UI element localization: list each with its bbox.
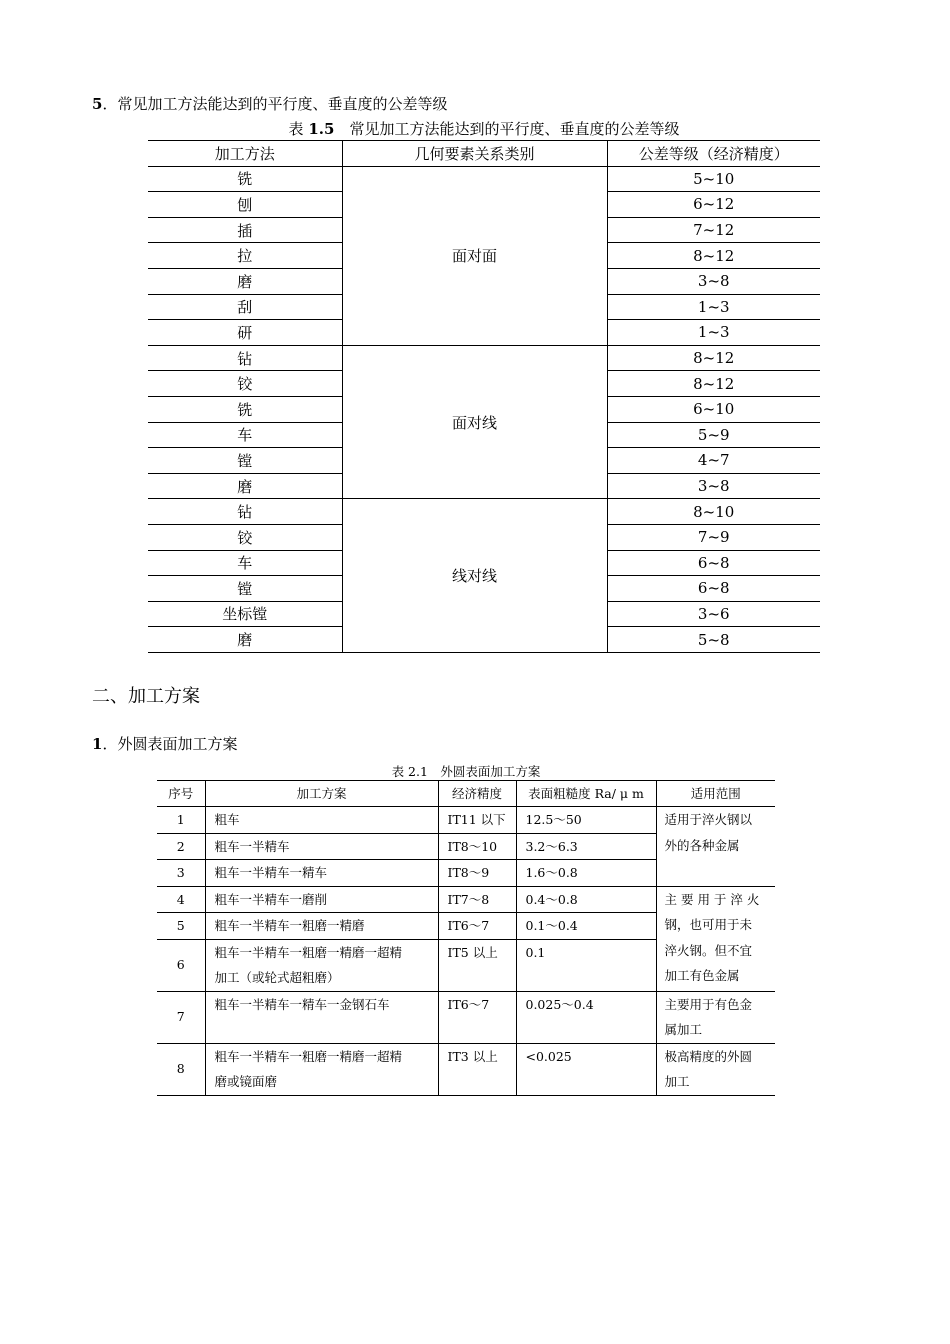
caption-number: 1.5 (308, 120, 335, 138)
table-1-5-caption (148, 118, 820, 139)
precision-cell: IT8～9 (438, 860, 516, 887)
plan-cell (205, 1043, 438, 1095)
scope-cell (656, 886, 775, 991)
method-cell: 镗 (148, 576, 342, 602)
plan-cell (205, 991, 438, 1043)
grade-cell: 7~9 (607, 524, 820, 550)
method-cell: 磨 (148, 268, 342, 294)
scope-cell (656, 991, 775, 1043)
method-cell: 车 (148, 550, 342, 576)
plan-line: 粗车一半精车 (214, 838, 290, 854)
plan-line: 粗车一半精车一粗磨一精磨一超精 (214, 944, 403, 960)
section-two-heading: 二、加工方案 (92, 686, 200, 707)
method-cell: 镗 (148, 448, 342, 474)
method-cell: 钻 (148, 499, 342, 525)
roughness-cell: <0.025 (516, 1043, 656, 1095)
header-plan: 加工方案 (205, 781, 438, 807)
index-cell: 5 (157, 913, 205, 940)
category-cell: 面对面 (342, 166, 607, 345)
table-row (148, 345, 820, 371)
scope-cell (656, 1043, 775, 1095)
tolerance-grade-table (148, 140, 820, 653)
scope-line: 主要用于有色金 (664, 996, 753, 1012)
grade-cell: 6~8 (607, 576, 820, 602)
header-precision: 经济精度 (438, 781, 516, 807)
header-index: 序号 (157, 781, 205, 807)
grade-cell: 6~12 (607, 192, 820, 218)
method-cell: 拉 (148, 243, 342, 269)
section-5-title: ．常见加工方法能达到的平行度、垂直度的公差等级 (102, 95, 448, 113)
method-cell: 铣 (148, 166, 342, 192)
index-cell: 7 (157, 991, 205, 1043)
scope-line: 适用于淬火钢以 (664, 812, 753, 827)
plan-cell (205, 860, 438, 887)
section-5-number: 5 (92, 95, 103, 113)
turning-plan-table (157, 780, 775, 1096)
table-header-row (148, 141, 820, 167)
roughness-cell: 0.025～0.4 (516, 991, 656, 1043)
scope-line: 主 要 用 于 淬 火 (664, 891, 760, 907)
index-cell: 4 (157, 886, 205, 913)
grade-cell: 5~8 (607, 627, 820, 653)
plan-cell (205, 833, 438, 860)
method-cell: 磨 (148, 627, 342, 653)
scope-line: 淬火钢。但不宜 (664, 942, 753, 958)
grade-cell: 8~12 (607, 371, 820, 397)
method-cell: 车 (148, 422, 342, 448)
caption-prefix: 表 (288, 120, 309, 138)
header-roughness: 表面粗糙度 Ra/ μ m (516, 781, 656, 807)
scope-cell (656, 807, 775, 887)
roughness-cell: 0.1 (516, 939, 656, 991)
caption-title: 常见加工方法能达到的平行度、垂直度的公差等级 (334, 120, 680, 138)
header-method: 加工方法 (148, 141, 342, 167)
plan-cell (205, 913, 438, 940)
method-cell: 铣 (148, 396, 342, 422)
precision-cell: IT8～10 (438, 833, 516, 860)
precision-cell: IT3 以上 (438, 1043, 516, 1095)
grade-cell: 5~9 (607, 422, 820, 448)
method-cell: 钻 (148, 345, 342, 371)
header-scope: 适用范围 (656, 781, 775, 807)
grade-cell: 3~8 (607, 268, 820, 294)
index-cell: 1 (157, 807, 205, 834)
method-cell: 铰 (148, 371, 342, 397)
grade-cell: 8~12 (607, 345, 820, 371)
grade-cell: 8~12 (607, 243, 820, 269)
section-5-heading (92, 93, 447, 114)
method-cell: 铰 (148, 524, 342, 550)
table-row (157, 991, 775, 1043)
roughness-cell: 12.5～50 (516, 807, 656, 834)
precision-cell: IT5 以上 (438, 939, 516, 991)
table-row (157, 1043, 775, 1095)
scope-line: 属加工 (664, 1022, 703, 1037)
method-cell: 坐标镗 (148, 601, 342, 627)
roughness-cell: 3.2～6.3 (516, 833, 656, 860)
scope-line: 极高精度的外圆 (664, 1048, 753, 1064)
roughness-cell: 0.4～0.8 (516, 886, 656, 913)
plan-line: 粗车一半精车一磨削 (214, 891, 328, 907)
scope-line: 加工有色金属 (664, 968, 740, 983)
header-category: 几何要素关系类别 (342, 141, 607, 167)
index-cell: 8 (157, 1043, 205, 1095)
grade-cell: 5~10 (607, 166, 820, 192)
precision-cell: IT6～7 (438, 913, 516, 940)
plan-cell (205, 939, 438, 991)
scope-line: 钢，也可用于未 (664, 917, 753, 932)
grade-cell: 7~12 (607, 217, 820, 243)
grade-cell: 8~10 (607, 499, 820, 525)
method-cell: 磨 (148, 473, 342, 499)
plan-cell (205, 886, 438, 913)
table-row (148, 166, 820, 192)
scope-line: 加工 (664, 1074, 690, 1089)
header-grade: 公差等级（经济精度） (607, 141, 820, 167)
grade-cell: 4~7 (607, 448, 820, 474)
scope-line: 外的各种金属 (664, 837, 740, 853)
plan-line (215, 1017, 432, 1043)
roughness-cell: 0.1～0.4 (516, 913, 656, 940)
table-row (148, 499, 820, 525)
section-1-heading (92, 733, 237, 754)
grade-cell: 1~3 (607, 320, 820, 346)
precision-cell: IT6～7 (438, 991, 516, 1043)
plan-line: 粗车一半精车一粗磨一精磨 (214, 918, 365, 933)
precision-cell: IT11 以下 (438, 807, 516, 834)
table-row (157, 807, 775, 834)
method-cell: 插 (148, 217, 342, 243)
precision-cell: IT7～8 (438, 886, 516, 913)
grade-cell: 6~10 (607, 396, 820, 422)
category-cell: 线对线 (342, 499, 607, 653)
grade-cell: 6~8 (607, 550, 820, 576)
method-cell: 刨 (148, 192, 342, 218)
plan-cell (205, 807, 438, 834)
grade-cell: 3~8 (607, 473, 820, 499)
plan-line: 粗车一半精车一精车 (214, 865, 328, 880)
section-1-title: ．外圆表面加工方案 (102, 735, 238, 753)
plan-line: 磨或镜面磨 (214, 1074, 278, 1089)
category-cell: 面对线 (342, 345, 607, 499)
plan-line: 粗车一半精车一粗磨一精磨一超精 (214, 1048, 403, 1064)
method-cell: 研 (148, 320, 342, 346)
table-header-row (157, 781, 775, 807)
table-2-1-caption: 表 2.1 外圆表面加工方案 (391, 764, 541, 779)
plan-line: 粗车一半精车一精车一金钢石车 (214, 996, 390, 1012)
plan-line: 粗车 (214, 812, 240, 827)
grade-cell: 3~6 (607, 601, 820, 627)
grade-cell: 1~3 (607, 294, 820, 320)
roughness-cell: 1.6～0.8 (516, 860, 656, 887)
index-cell: 3 (157, 860, 205, 887)
plan-line: 加工（或轮式超粗磨） (214, 970, 340, 985)
section-1-number: 1 (92, 735, 103, 753)
table-row (157, 886, 775, 913)
index-cell: 6 (157, 939, 205, 991)
index-cell: 2 (157, 833, 205, 860)
method-cell: 刮 (148, 294, 342, 320)
